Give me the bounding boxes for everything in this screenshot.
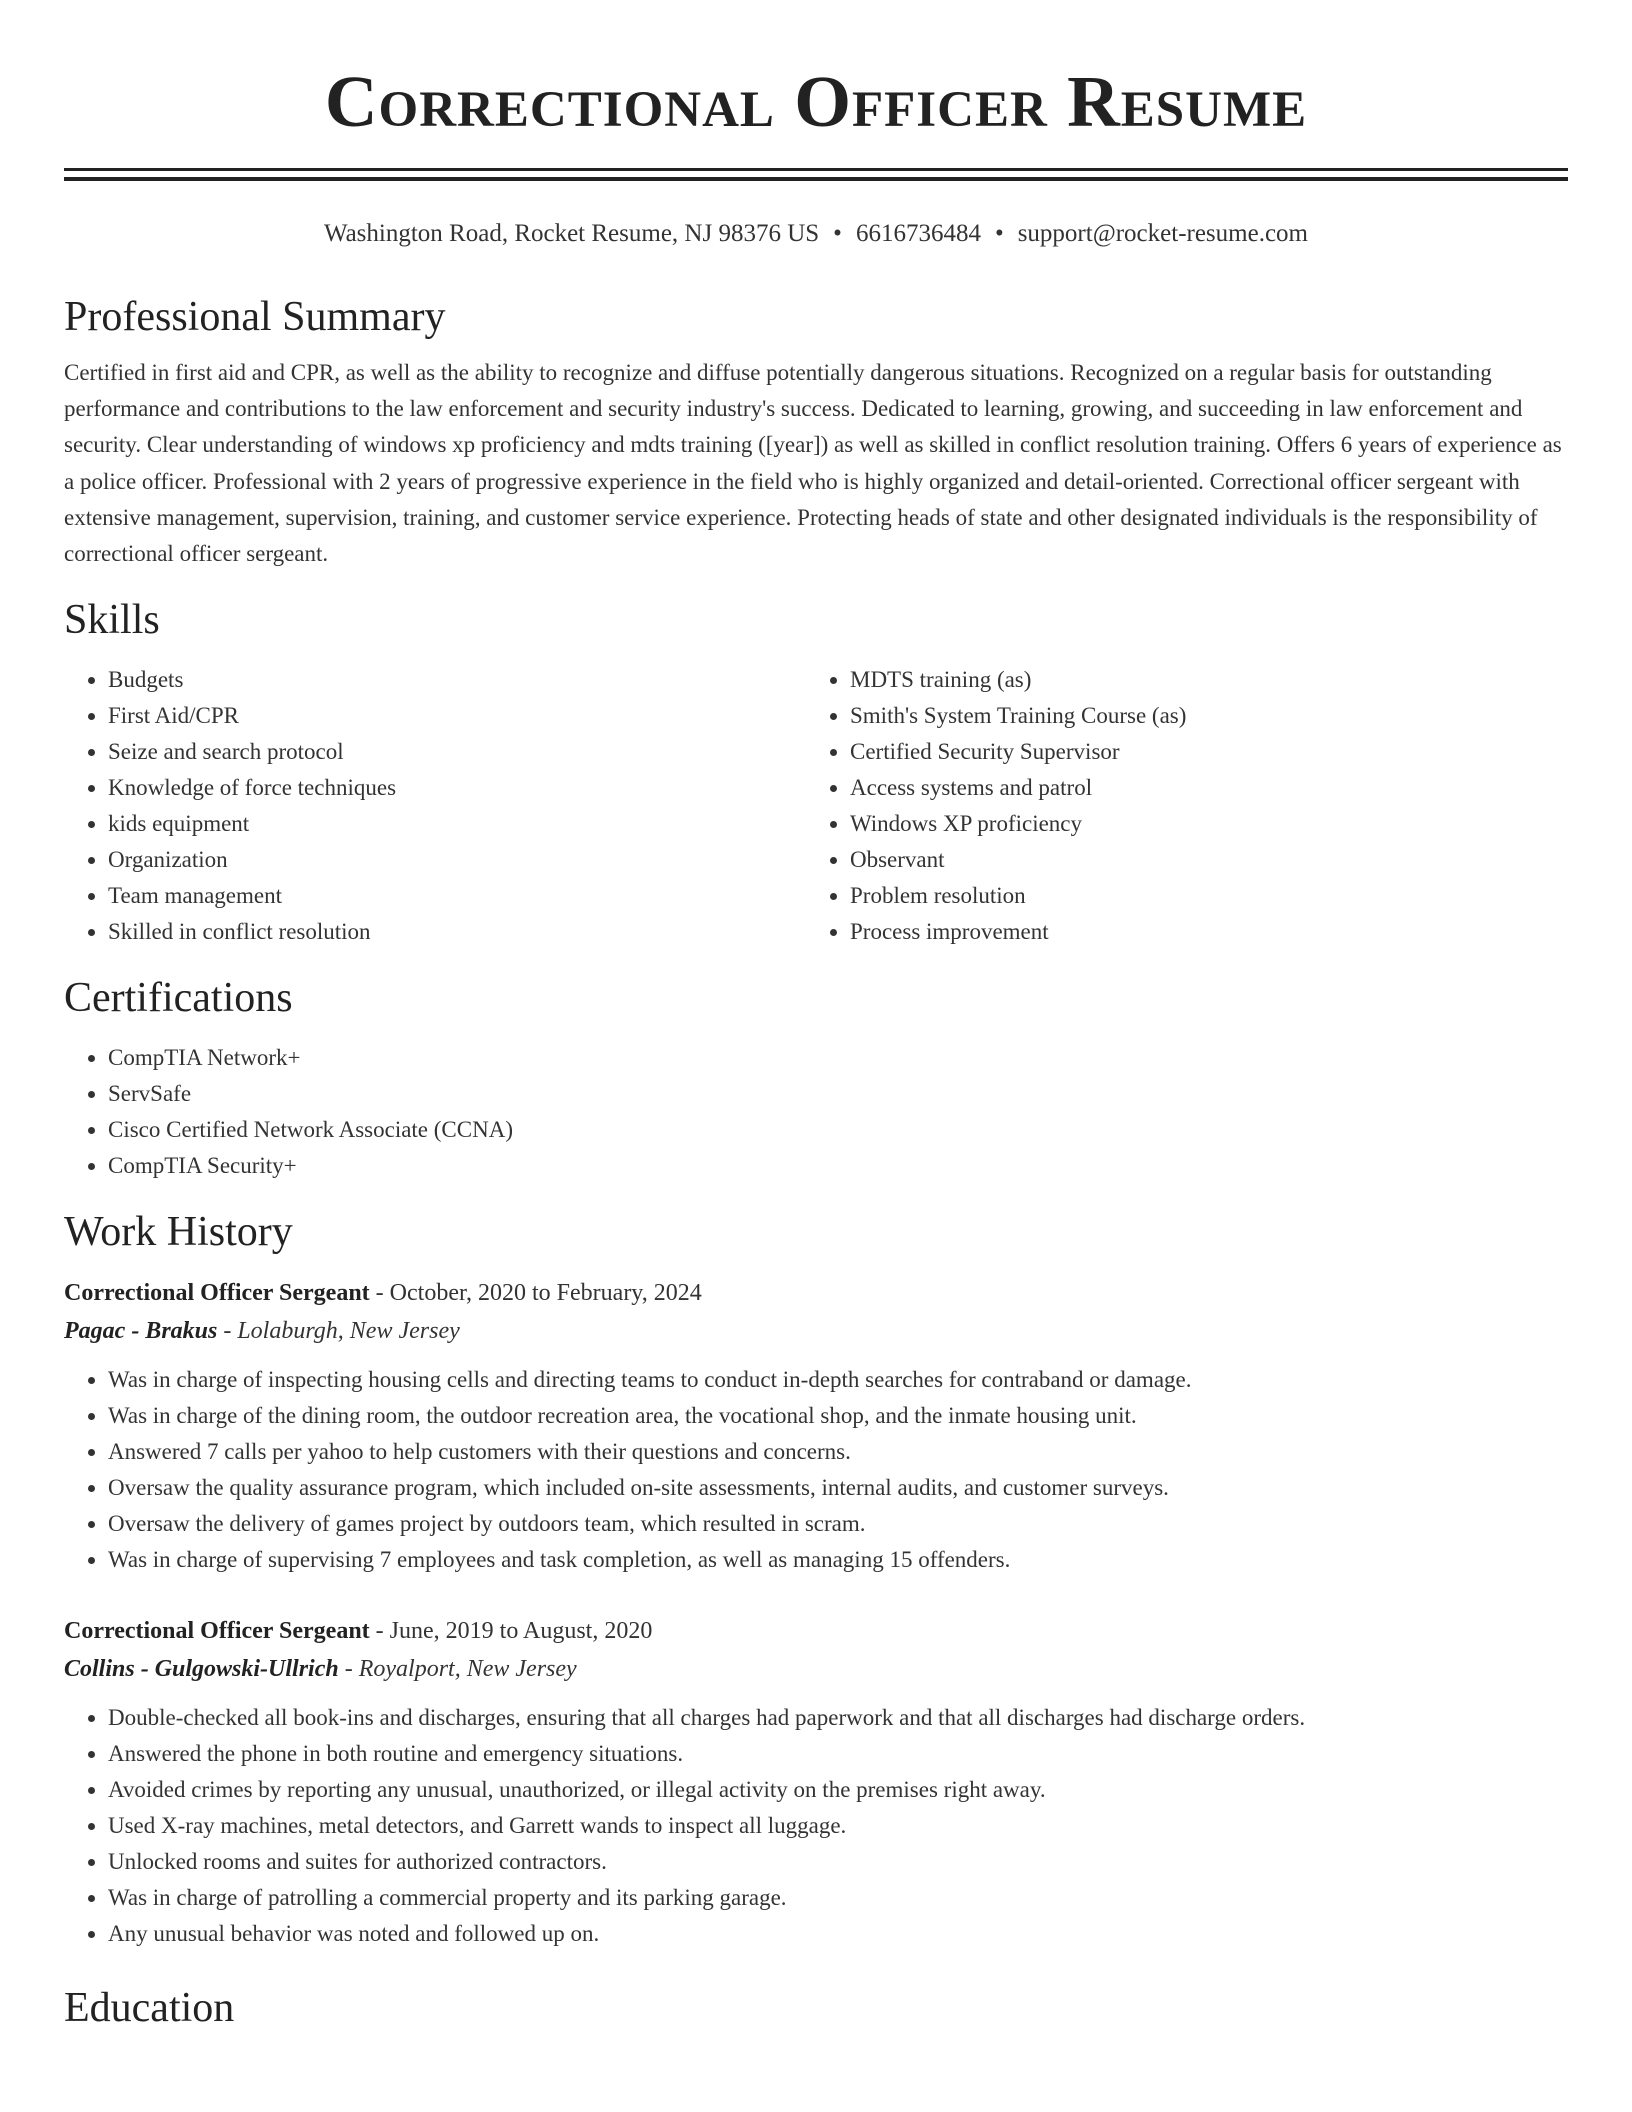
job-bullet: • Was in charge of inspecting housing cells and directing teams to conduct in-depth searches for contraband or damage.: [108, 1362, 1568, 1398]
job-bullet: • Any unusual behavior was noted and followed up on.: [108, 1916, 1568, 1952]
job-bullet: • Used X-ray machines, metal detectors, and Garrett wands to inspect all luggage.: [108, 1808, 1568, 1844]
skill-item: • Skilled in conflict resolution: [108, 914, 806, 950]
skill-item: • Organization: [108, 842, 806, 878]
job-company-line: [64, 1650, 1568, 1688]
resume-page: [64, 0, 1568, 2034]
skill-item: • MDTS training (as): [850, 662, 1548, 698]
job-bullet: • Unlocked rooms and suites for authorized contractors.: [108, 1844, 1568, 1880]
skill-item: • Smith's System Training Course (as): [850, 698, 1548, 734]
skill-item: • Process improvement: [850, 914, 1548, 950]
job-company-line: [64, 1312, 1568, 1350]
contact-email: support@rocket-resume.com: [1017, 220, 1308, 247]
job-dates: - October, 2020 to February, 2024: [375, 1280, 702, 1307]
contact-address: Washington Road, Rocket Resume, NJ 98376 US: [323, 220, 820, 247]
job-title-line: [64, 1612, 1568, 1650]
job-bullets: [64, 1700, 1568, 1952]
skills-list-right: [806, 662, 1548, 950]
job-bullet: • Was in charge of patrolling a commercial property and its parking garage.: [108, 1880, 1568, 1916]
job-bullet: • Was in charge of the dining room, the outdoor recreation area, the vocational shop, and the inmate housing unit.: [108, 1398, 1568, 1434]
education-heading: Education: [64, 1985, 235, 2032]
skills-heading: Skills: [64, 597, 160, 644]
skills-grid: [64, 662, 1568, 950]
certification-item: • CompTIA Network+: [108, 1040, 1568, 1076]
work-history-heading: Work History: [64, 1209, 293, 1256]
skill-item: • Observant: [850, 842, 1548, 878]
certifications-list: [64, 1040, 1568, 1184]
contact-phone: 6616736484: [855, 220, 981, 247]
job-title: Correctional Officer Sergeant: [64, 1618, 370, 1645]
job-bullet: • Was in charge of supervising 7 employees and task completion, as well as managing 15 offenders.: [108, 1542, 1568, 1578]
skills-list-left: [64, 662, 806, 950]
job-bullet: • Answered the phone in both routine and emergency situations.: [108, 1736, 1568, 1772]
certification-item: • Cisco Certified Network Associate (CCNA): [108, 1112, 1568, 1148]
summary-heading: Professional Summary: [64, 294, 446, 340]
skill-item: • Access systems and patrol: [850, 770, 1548, 806]
contact-line: [64, 217, 1568, 251]
skill-item: • Seize and search protocol: [108, 734, 806, 770]
job-location: - Lolaburgh, New Jersey: [223, 1318, 460, 1345]
job-bullet: • Oversaw the delivery of games project by outdoors team, which resulted in scram.: [108, 1506, 1568, 1542]
title-divider: [64, 168, 1568, 171]
job-entry: [64, 1274, 1568, 1578]
job-bullet: • Oversaw the quality assurance program, which included on-site assessments, internal audits, and customer surveys.: [108, 1470, 1568, 1506]
job-title-line: [64, 1274, 1568, 1312]
certification-item: • ServSafe: [108, 1076, 1568, 1112]
skill-item: • Certified Security Supervisor: [850, 734, 1548, 770]
skill-item: • First Aid/CPR: [108, 698, 806, 734]
job-bullet: • Double-checked all book-ins and discharges, ensuring that all charges had paperwork and that all discharges had discharge orders.: [108, 1700, 1568, 1736]
job-bullet: • Answered 7 calls per yahoo to help customers with their questions and concerns.: [108, 1434, 1568, 1470]
contact-separator: •: [994, 220, 1004, 247]
skill-item: • Budgets: [108, 662, 806, 698]
job-bullets: [64, 1362, 1568, 1578]
certification-item: • CompTIA Security+: [108, 1148, 1568, 1184]
job-location: - Royalport, New Jersey: [344, 1656, 577, 1683]
contact-separator: •: [833, 220, 842, 247]
job-title: Correctional Officer Sergeant: [64, 1280, 370, 1307]
skill-item: • Knowledge of force techniques: [108, 770, 806, 806]
summary-text: Certified in first aid and CPR, as well as the ability to recognize and diffuse potentially dangerous situations. Recognized on a regular basis for outstanding performance and contributions to the law enforcement and security industry's success. Dedicated to learning, growing, and succeeding in law enforcement and security. Clear understanding of windows xp proficiency and mdts training ([year]) as well as skilled in conflict resolution training. Offers 6 years of experience as a police officer. Professional with 2 years of progressive experience in the field who is highly organized and detail-oriented. Correctional officer sergeant with extensive management, supervision, training, and customer service experience. Protecting heads of state and other designated individuals is the responsibility of correctional officer sergeant.: [64, 360, 1562, 567]
job-dates: - June, 2019 to August, 2020: [375, 1618, 653, 1645]
job-bullet: • Avoided crimes by reporting any unusual, unauthorized, or illegal activity on the premises right away.: [108, 1772, 1568, 1808]
resume-title: Correctional Officer Resume: [324, 61, 1308, 142]
skill-item: • kids equipment: [108, 806, 806, 842]
job-entry: [64, 1612, 1568, 1952]
skill-item: • Problem resolution: [850, 878, 1548, 914]
job-company: Pagac - Brakus: [64, 1318, 218, 1345]
skill-item: • Windows XP proficiency: [850, 806, 1548, 842]
job-company: Collins - Gulgowski-Ullrich: [64, 1656, 339, 1683]
title-divider-secondary: [64, 177, 1568, 181]
certifications-heading: Certifications: [64, 975, 293, 1022]
skill-item: • Team management: [108, 878, 806, 914]
